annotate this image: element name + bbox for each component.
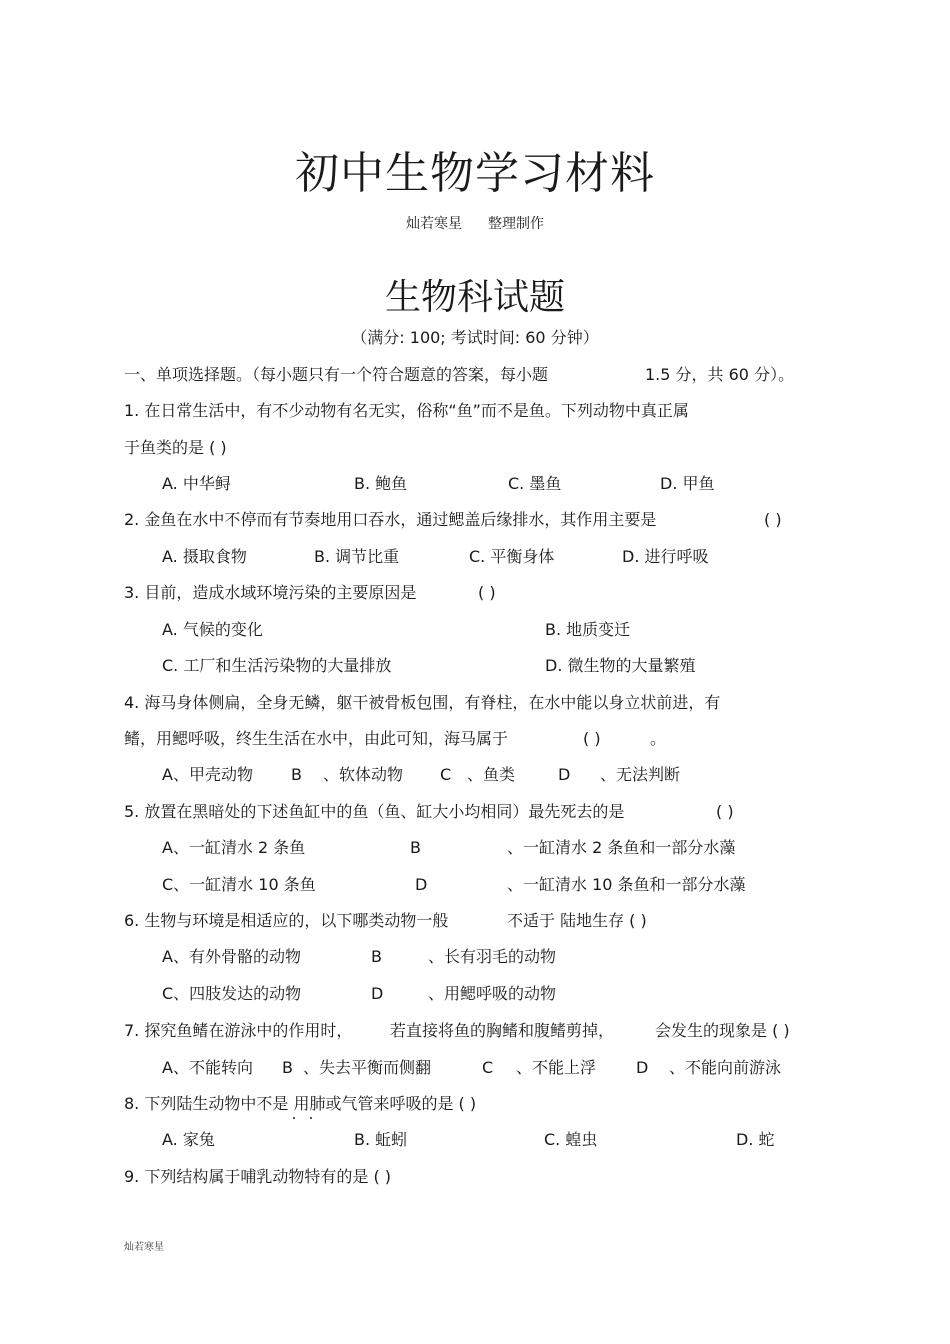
section-heading: 一、单项选择题。（每小题只有一个符合题意的答案，每小题 (124, 365, 549, 384)
q6-option-a: A、有外骨骼的动物 (162, 947, 301, 966)
maker-line (0, 214, 950, 234)
q3-option-d: D. 微生物的大量繁殖 (545, 656, 696, 675)
footer-text: 灿若寒星 (124, 1242, 164, 1253)
q8-option-a: A. 家兔 (162, 1130, 215, 1149)
q4-option-c-letter: C (440, 765, 452, 784)
maker-role: 整理制作 (488, 216, 544, 232)
q3-bracket: ( ) (478, 583, 496, 602)
exam-title: 生物科试题 (384, 277, 565, 318)
q1-option-a: A. 中华鲟 (162, 474, 231, 493)
q1-option-d: D. 甲鱼 (660, 474, 715, 493)
q7-stem-part3: 会发生的现象是 ( ) (655, 1021, 790, 1040)
q7-option-d: 、不能向前游泳 (669, 1058, 782, 1077)
q6-option-b-letter: B (371, 947, 382, 966)
section-score: 1.5 分，共 60 分）。 (645, 365, 795, 384)
q6-option-d-letter: D (371, 984, 384, 1003)
q2-bracket: ( ) (764, 510, 782, 529)
q7-option-d-letter: D (636, 1058, 649, 1077)
q3-option-c: C. 工厂和生活污染物的大量排放 (162, 656, 392, 675)
q3-option-b: B. 地质变迁 (545, 620, 631, 639)
q3-stem: 3. 目前，造成水域环境污染的主要原因是 (124, 583, 417, 602)
q7-option-b-letter: B (282, 1058, 293, 1077)
q7-option-c: 、不能上浮 (516, 1058, 597, 1077)
q6-option-b: 、长有羽毛的动物 (428, 947, 557, 966)
q5-option-a: A、一缸清水 2 条鱼 (162, 838, 306, 857)
q6-stem-tail: 不适于 陆地生存 ( ) (507, 911, 647, 930)
main-title: 初中生物学习材料 (295, 148, 655, 199)
q5-option-d: 、一缸清水 10 条鱼和一部分水藻 (507, 875, 746, 894)
q6-stem: 6. 生物与环境是相适应的，以下哪类动物一般 (124, 911, 449, 930)
q9-stem: 9. 下列结构属于哺乳动物特有的是 ( ) (124, 1167, 392, 1186)
q1-stem-line1: 1. 在日常生活中，有不少动物有名无实，俗称“鱼”而不是鱼。下列动物中真正属 (124, 401, 689, 420)
q5-option-b-letter: B (410, 838, 421, 857)
q4-option-b-letter: B (291, 765, 302, 784)
q2-option-a: A. 摄取食物 (162, 547, 247, 566)
emphasis-dot (310, 1117, 312, 1119)
q2-option-c: C. 平衡身体 (469, 547, 555, 566)
q4-stem-line1: 4. 海马身体侧扁，全身无鳞，躯干被骨板包围，有脊柱，在水中能以身立状前进，有 (124, 693, 721, 712)
q1-option-c: C. 墨鱼 (508, 474, 562, 493)
q4-end-mark: 。 (650, 729, 667, 748)
q8-stem: 8. 下列陆生动物中不是 用肺或气管来呼吸的是 ( ) (124, 1094, 477, 1113)
q4-option-d: 、无法判断 (600, 765, 681, 784)
q4-option-d-letter: D (558, 765, 571, 784)
q4-stem-line2: 鳍，用鳃呼吸，终生生活在水中，由此可知，海马属于 (124, 729, 509, 748)
q2-option-b: B. 调节比重 (314, 547, 400, 566)
q4-option-c: 、鱼类 (467, 765, 516, 784)
q7-option-c-letter: C (482, 1058, 494, 1077)
q4-bracket: ( ) (583, 729, 601, 748)
emphasis-dot (293, 1117, 295, 1119)
q6-option-c: C、四肢发达的动物 (162, 984, 302, 1003)
q8-option-c: C. 蝗虫 (544, 1130, 598, 1149)
q5-bracket: ( ) (716, 802, 734, 821)
maker-name: 灿若寒星 (406, 216, 462, 232)
q5-stem: 5. 放置在黑暗处的下述鱼缸中的鱼（鱼、缸大小均相同）最先死去的是 (124, 802, 625, 821)
q2-stem: 2. 金鱼在水中不停而有节奏地用口吞水，通过鳃盖后缘排水，其作用主要是 (124, 510, 657, 529)
q5-option-b: 、一缸清水 2 条鱼和一部分水藻 (507, 838, 736, 857)
q7-stem-part1: 7. 探究鱼鳍在游泳中的作用时， (124, 1021, 353, 1040)
q4-option-b: 、软体动物 (323, 765, 404, 784)
q8-option-d: D. 蛇 (736, 1130, 775, 1149)
q2-option-d: D. 进行呼吸 (622, 547, 709, 566)
exam-info: （满分: 100; 考试时间: 60 分钟） (351, 328, 599, 347)
q4-option-a: A、甲壳动物 (162, 765, 253, 784)
q3-option-a: A. 气候的变化 (162, 620, 263, 639)
q1-option-b: B. 鲍鱼 (354, 474, 408, 493)
q7-stem-part2: 若直接将鱼的胸鳍和腹鳍剪掉， (390, 1021, 615, 1040)
q5-option-d-letter: D (415, 875, 428, 894)
q8-option-b: B. 蚯蚓 (354, 1130, 408, 1149)
q7-option-b: 、失去平衡而侧翻 (303, 1058, 432, 1077)
q7-option-a: A、不能转向 (162, 1058, 253, 1077)
q6-option-d: 、用鳃呼吸的动物 (428, 984, 557, 1003)
q1-stem-line2: 于鱼类的是 ( ) (124, 438, 227, 457)
q5-option-c: C、一缸清水 10 条鱼 (162, 875, 316, 894)
